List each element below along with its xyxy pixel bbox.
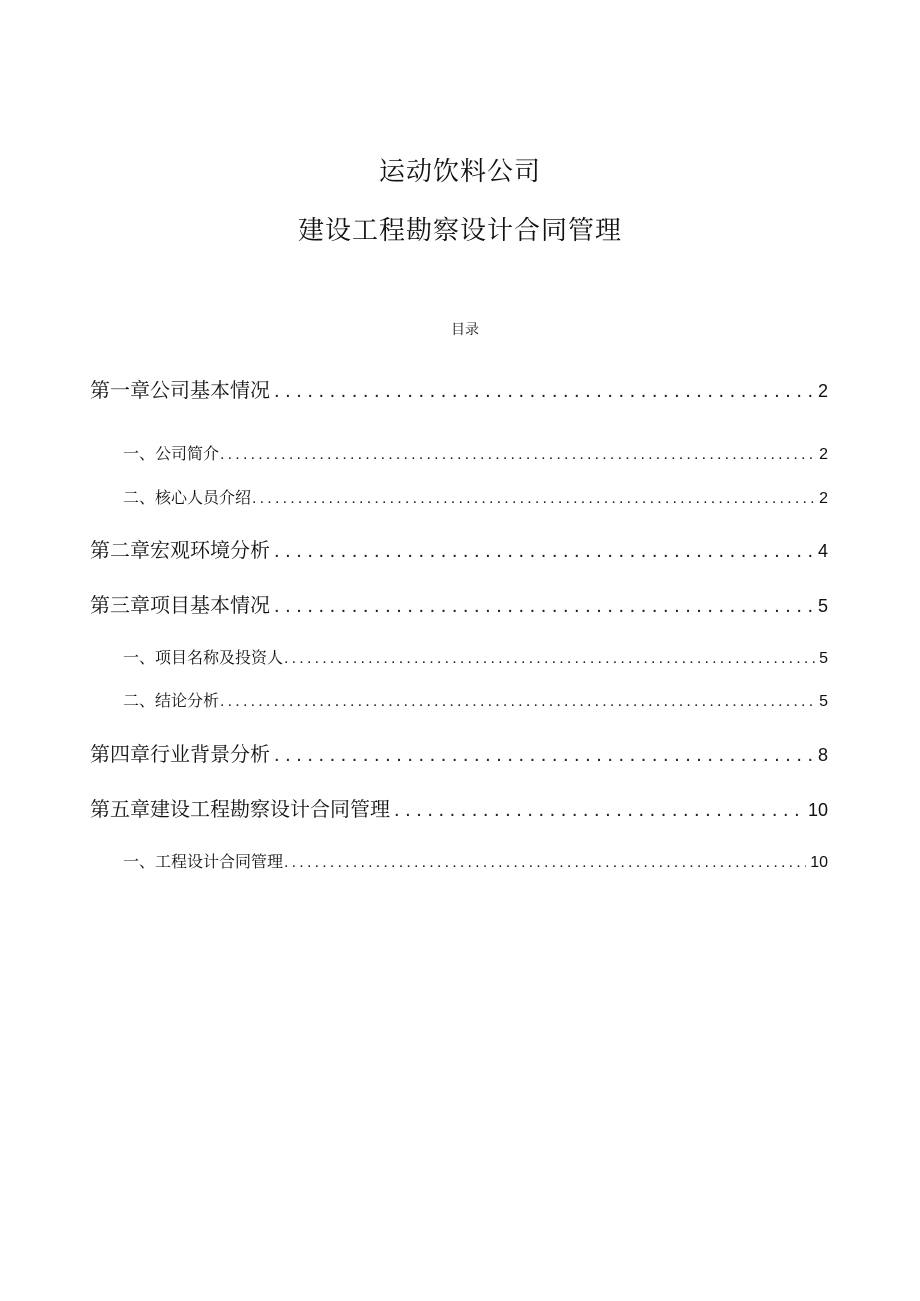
toc-entry-label: 二、结论分析 (123, 691, 220, 710)
toc-entry-label: 二、核心人员介绍 (123, 488, 252, 507)
toc-entry-page: 2 (819, 490, 828, 507)
toc-entry-chapter-3[interactable] (90, 590, 828, 621)
toc-leader-dots (274, 590, 814, 621)
toc-entry-section-5-1[interactable] (123, 850, 828, 875)
toc-entry-page: 2 (819, 446, 828, 463)
toc-entry-page: 8 (817, 745, 828, 765)
toc-leader-dots (220, 442, 815, 467)
toc-leader-dots (274, 375, 814, 406)
toc-entry-label: 一、工程设计合同管理 (123, 852, 284, 871)
toc-entry-page: 10 (807, 800, 828, 820)
company-title: 运动饮料公司 (378, 157, 541, 187)
toc-entry-chapter-5[interactable] (90, 794, 828, 825)
document-title: 建设工程勘察设计合同管理 (297, 216, 622, 246)
toc-leader-dots (252, 486, 815, 511)
toc-leader-dots (284, 646, 815, 671)
toc-leader-dots (394, 794, 804, 825)
toc-heading: 目录 (451, 322, 479, 338)
toc-entry-label: 一、项目名称及投资人 (123, 648, 284, 667)
toc-entry-label: 第一章公司基本情况 (90, 378, 270, 402)
toc-leader-dots (274, 739, 814, 770)
toc-entry-section-1-1[interactable] (123, 442, 828, 467)
toc-entry-page: 5 (817, 596, 828, 616)
toc-entry-section-1-2[interactable] (123, 486, 828, 511)
toc-entry-chapter-4[interactable] (90, 739, 828, 770)
toc-entry-section-3-1[interactable] (123, 646, 828, 671)
toc-entry-chapter-1[interactable] (90, 375, 828, 406)
toc-entry-label: 第三章项目基本情况 (90, 593, 270, 617)
toc-entry-label: 第五章建设工程勘察设计合同管理 (90, 797, 390, 821)
toc-entry-label: 第二章宏观环境分析 (90, 538, 270, 562)
toc-leader-dots (284, 850, 806, 875)
toc-entry-page: 4 (817, 541, 828, 561)
toc-entry-page: 10 (810, 854, 828, 871)
toc-entry-page: 2 (817, 381, 828, 401)
toc-entry-page: 5 (819, 693, 828, 710)
toc-leader-dots (220, 689, 815, 714)
toc-entry-label: 一、公司简介 (123, 444, 220, 463)
toc-entry-chapter-2[interactable] (90, 535, 828, 566)
toc-entry-label: 第四章行业背景分析 (90, 742, 270, 766)
toc-entry-section-3-2[interactable] (123, 689, 828, 714)
toc-entry-page: 5 (819, 650, 828, 667)
toc-leader-dots (274, 535, 814, 566)
